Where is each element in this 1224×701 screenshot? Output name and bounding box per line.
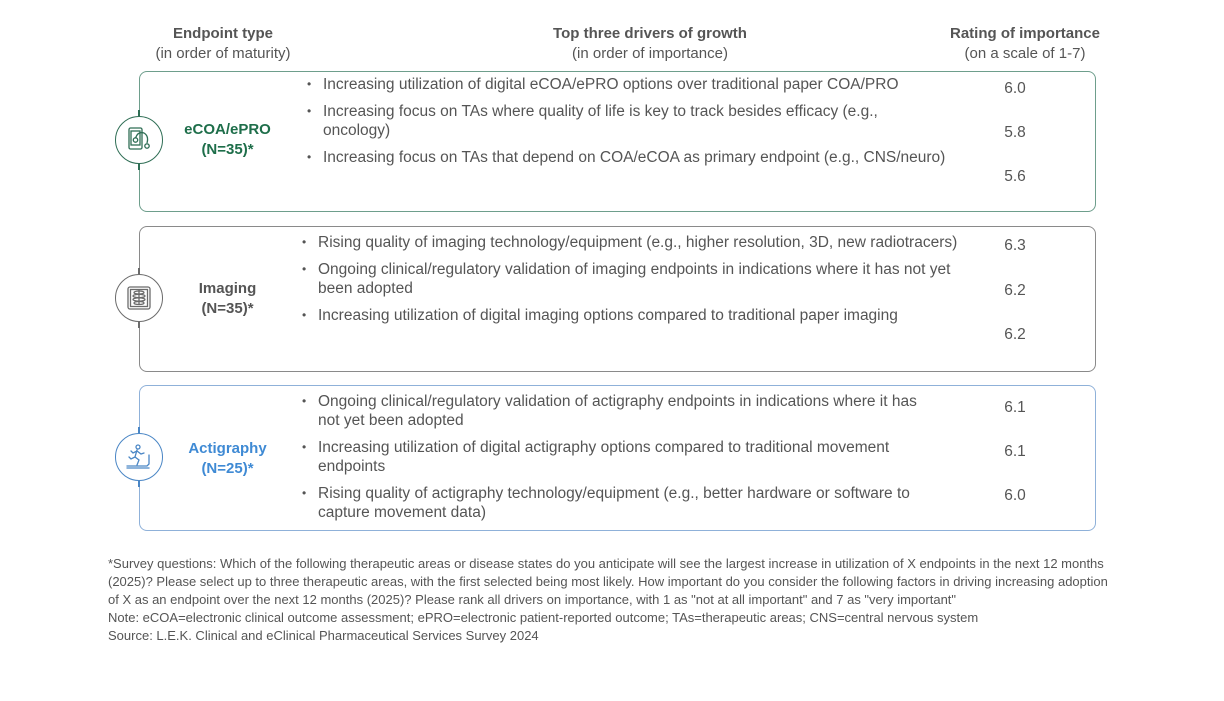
endpoint-label-actigraphy [170,439,285,479]
header-rating-title: Rating of importance [949,25,1100,42]
connector-tick [138,481,140,487]
section-actigraphy [139,385,1096,531]
endpoint-name: Actigraphy [188,440,267,457]
endpoint-sample-size: (N=25)* [201,460,254,477]
rating-value: 6.3 [1004,237,1026,254]
footnotes [108,555,1118,645]
header-drivers-title: Top three drivers of growth [553,25,747,42]
driver-item: • Increasing utilization of digital eCOA/ePRO options over traditional paper COA/PRO [307,75,947,94]
treadmill-runner-icon [115,433,163,481]
header-endpoint-title: Endpoint type [173,25,273,42]
survey-footnote: *Survey questions: Which of the following therapeutic areas or disease states do you anticipate will see the largest increase in utilization of X endpoints in the next 12 months (2025)? Please select up to three therapeutic areas, with the first selected being most likely. How important do you consider the following factors in driving increasing adoption of X as an endpoint over the next 12 months (2025)? Please rank all drivers on importance, with 1 as "not at all important" and 7 as "very important" [108,556,1108,607]
header-endpoint-subtitle: (in order of maturity) [155,45,291,62]
section-ecoa-epro [139,71,1096,212]
endpoint-name: eCOA/ePRO [184,121,271,138]
driver-item: • Ongoing clinical/regulatory validation of actigraphy endpoints in indications where it has not yet been adopted [302,392,942,430]
driver-item: • Ongoing clinical/regulatory validation of imaging endpoints in indications where it has not yet been adopted [302,260,972,298]
endpoint-label-ecoa [170,120,285,160]
endpoint-sample-size: (N=35)* [201,300,254,317]
header-rating [930,24,1120,64]
driver-list [307,75,947,167]
rating-value: 6.1 [1004,399,1026,416]
rating-value: 6.0 [1004,487,1026,504]
rating-value: 5.6 [1004,168,1026,185]
source-note: Source: L.E.K. Clinical and eClinical Pharmaceutical Services Survey 2024 [108,628,539,643]
header-drivers [480,24,820,64]
header-rating-subtitle: (on a scale of 1-7) [964,45,1086,62]
endpoint-name: Imaging [198,280,257,297]
driver-item: • Increasing focus on TAs that depend on COA/eCOA as primary endpoint (e.g., CNS/neuro) [307,148,947,167]
rating-value: 6.1 [1004,443,1026,460]
rating-value: 6.2 [1004,326,1026,343]
driver-item: • Rising quality of imaging technology/equipment (e.g., higher resolution, 3D, new radiotracers) [302,233,972,252]
tablet-stethoscope-icon [115,116,163,164]
header-endpoint-type [118,24,328,64]
endpoint-label-imaging [170,279,285,319]
header-drivers-subtitle: (in order of importance) [572,45,728,62]
rating-value: 6.0 [1004,80,1026,97]
section-imaging [139,226,1096,372]
driver-item: • Increasing utilization of digital imaging options compared to traditional paper imaging [302,306,972,325]
rating-value: 5.8 [1004,124,1026,141]
connector-tick [138,164,140,170]
abbreviations-note: Note: eCOA=electronic clinical outcome assessment; ePRO=electronic patient-reported outcome; TAs=therapeutic areas; CNS=central nervous system [108,610,979,625]
driver-item: • Increasing focus on TAs where quality of life is key to track besides efficacy (e.g., oncology) [307,102,947,140]
rating-value: 6.2 [1004,282,1026,299]
endpoint-sample-size: (N=35)* [201,141,254,158]
driver-item: • Increasing utilization of digital actigraphy options compared to traditional movement endpoints [302,438,942,476]
xray-ribcage-icon [115,274,163,322]
driver-list [302,392,942,522]
connector-tick [138,322,140,328]
driver-item: • Rising quality of actigraphy technology/equipment (e.g., better hardware or software to capture movement data) [302,484,942,522]
driver-list [302,233,972,325]
